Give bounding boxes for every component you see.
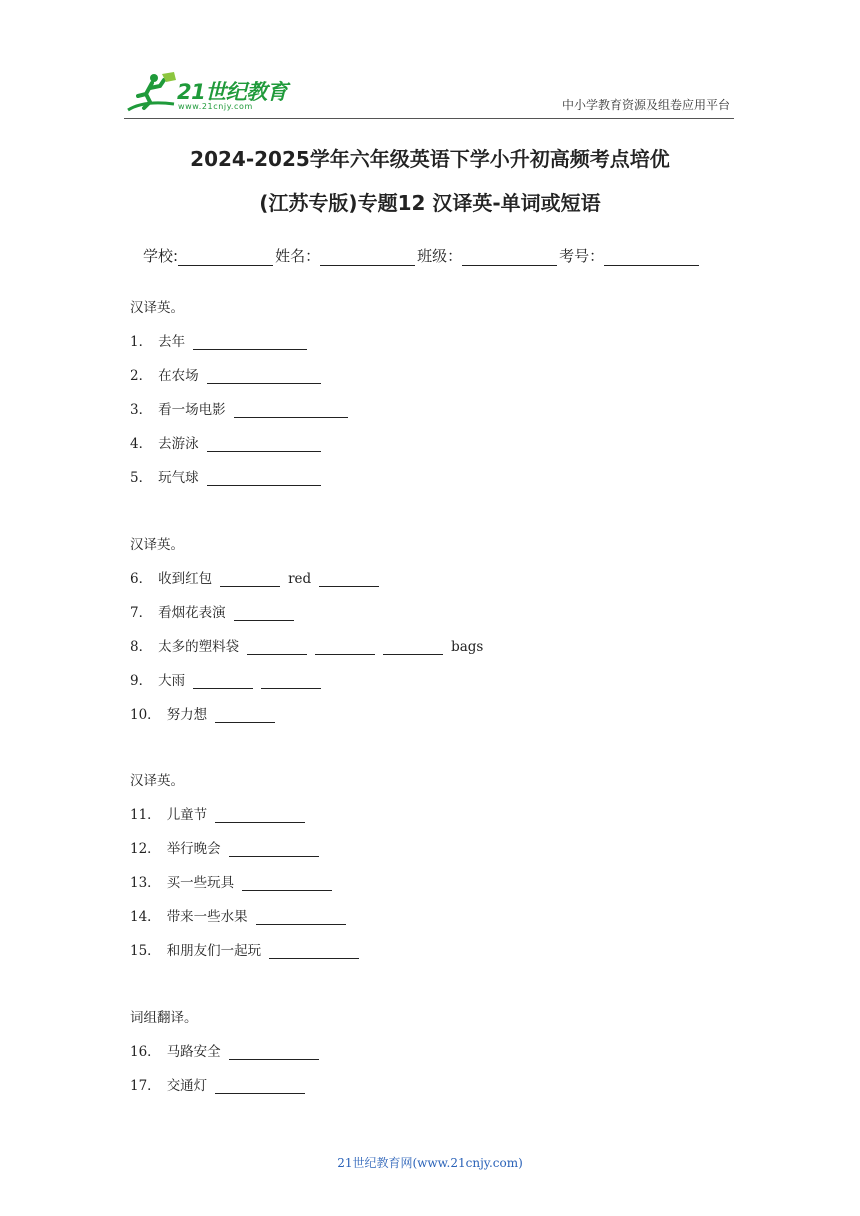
question-17: [130, 1074, 305, 1094]
question-4: [130, 432, 321, 452]
school-field[interactable]: [143, 245, 275, 266]
question-number: 1．: [130, 334, 153, 350]
question-8: [130, 635, 483, 655]
answer-blank[interactable]: [234, 403, 348, 418]
question-3: [130, 398, 348, 418]
question-number: 3．: [130, 402, 153, 418]
answer-blank[interactable]: [220, 572, 280, 587]
question-14: [130, 905, 346, 925]
section-heading: 汉译英。: [130, 537, 184, 553]
question-number: 12．: [130, 841, 161, 857]
answer-blank[interactable]: [207, 471, 321, 486]
question-text: 在农场: [158, 368, 199, 384]
name-label: 姓名：: [275, 247, 321, 265]
name-field[interactable]: [275, 245, 417, 266]
answer-blank[interactable]: [319, 572, 379, 587]
question-number: 9．: [130, 673, 153, 689]
question-10: [130, 703, 275, 723]
question-text: 和朋友们一起玩: [166, 943, 262, 959]
logo-url: www.21cnjy.com: [178, 102, 253, 111]
class-field[interactable]: [417, 245, 559, 266]
answer-blank[interactable]: [256, 910, 346, 925]
answer-blank[interactable]: [207, 369, 321, 384]
question-text: 马路安全: [166, 1044, 221, 1060]
exam-number-blank[interactable]: [604, 249, 699, 266]
question-number: 2．: [130, 368, 153, 384]
question-11: [130, 803, 305, 823]
question-number: 10．: [130, 707, 161, 723]
answer-blank[interactable]: [229, 1045, 319, 1060]
answer-blank[interactable]: [242, 876, 332, 891]
question-text: 玩气球: [158, 470, 199, 486]
answer-blank[interactable]: [215, 1079, 305, 1094]
question-16: [130, 1040, 319, 1060]
logo-text: 21世纪教育: [177, 80, 288, 104]
given-word: bags: [451, 639, 484, 655]
answer-blank[interactable]: [215, 808, 305, 823]
answer-blank[interactable]: [215, 708, 275, 723]
name-blank[interactable]: [320, 249, 415, 266]
question-12: [130, 837, 319, 857]
answer-blank[interactable]: [315, 640, 375, 655]
answer-blank[interactable]: [383, 640, 443, 655]
question-number: 13．: [130, 875, 161, 891]
question-text: 努力想: [166, 707, 208, 723]
question-text: 举行晚会: [166, 841, 221, 857]
question-text: 收到红包: [158, 571, 213, 587]
class-blank[interactable]: [462, 249, 557, 266]
answer-blank[interactable]: [229, 842, 319, 857]
question-number: 6．: [130, 571, 153, 587]
answer-blank[interactable]: [193, 674, 253, 689]
section-heading: 汉译英。: [130, 300, 184, 316]
question-text: 买一些玩具: [166, 875, 235, 891]
student-info-row: [143, 245, 701, 266]
class-label: 班级：: [417, 247, 463, 265]
question-number: 8．: [130, 639, 153, 655]
question-text: 太多的塑料袋: [158, 639, 240, 655]
question-number: 4．: [130, 436, 153, 452]
question-text: 去游泳: [158, 436, 199, 452]
exam-number-field[interactable]: [559, 245, 701, 266]
question-7: [130, 601, 294, 621]
exam-number-label: 考号：: [559, 247, 605, 265]
school-blank[interactable]: [178, 249, 273, 266]
question-text: 带来一些水果: [166, 909, 248, 925]
question-13: [130, 871, 332, 891]
question-text: 看烟花表演: [158, 605, 226, 621]
runner-logo-icon: [124, 70, 180, 116]
site-logo: [124, 70, 294, 116]
question-number: 7．: [130, 605, 153, 621]
question-6: [130, 567, 379, 587]
question-number: 16．: [130, 1044, 161, 1060]
answer-blank[interactable]: [207, 437, 321, 452]
header-divider: [124, 118, 734, 119]
question-number: 14．: [130, 909, 161, 925]
question-number: 11．: [130, 807, 161, 823]
section-heading: 汉译英。: [130, 773, 184, 789]
question-text: 交通灯: [166, 1078, 208, 1094]
school-label: 学校:: [143, 247, 179, 265]
question-number: 15．: [130, 943, 161, 959]
answer-blank[interactable]: [247, 640, 307, 655]
answer-blank[interactable]: [234, 606, 294, 621]
document-subtitle: (江苏专版)专题12 汉译英-单词或短语: [259, 191, 601, 215]
question-15: [130, 939, 359, 959]
question-text: 去年: [158, 334, 186, 350]
answer-blank[interactable]: [269, 944, 359, 959]
answer-blank[interactable]: [193, 335, 307, 350]
given-word: red: [288, 571, 312, 587]
question-9: [130, 669, 321, 689]
question-text: 看一场电影: [158, 402, 226, 418]
question-number: 5．: [130, 470, 153, 486]
question-text: 儿童节: [166, 807, 208, 823]
question-5: [130, 466, 321, 486]
question-1: [130, 330, 307, 350]
question-text: 大雨: [158, 673, 186, 689]
section-heading: 词组翻译。: [130, 1010, 198, 1026]
footer-link[interactable]: 21世纪教育网(www.21cnjy.com): [337, 1156, 523, 1170]
document-title: 2024-2025学年六年级英语下学小升初高频考点培优: [190, 147, 670, 171]
answer-blank[interactable]: [261, 674, 321, 689]
question-number: 17．: [130, 1078, 161, 1094]
platform-label: 中小学教育资源及组卷应用平台: [561, 98, 730, 112]
question-2: [130, 364, 321, 384]
